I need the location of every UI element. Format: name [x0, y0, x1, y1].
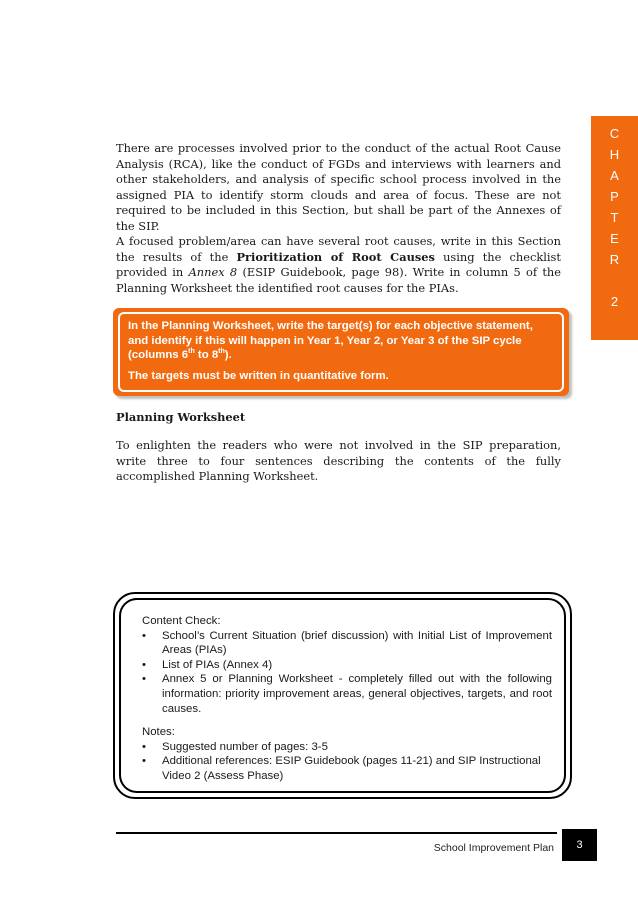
targets-callout-inner — [118, 312, 564, 392]
bullet-icon: • — [142, 740, 146, 753]
root-causes-paragraph — [116, 234, 561, 296]
prioritization-term: Prioritization of Root Causes — [236, 249, 435, 264]
list-item-text: Additional references: ESIP Guidebook (pages 11-21) and SIP Instructional Video 2 (Assess Phase) — [162, 755, 541, 782]
list-item-text: List of PIAs (Annex 4) — [162, 658, 273, 671]
intro-paragraph: There are processes involved prior to the conduct of the actual Root Cause Analysis (RCA), like the conduct of FGDs and interviews with learners and other stakeholders, and analysis of specific school process involved in the assigned PIA to identify storm clouds and area of focus. These are not required to be included in this Section, but shall be part of the Annexes of the SIP. — [116, 141, 561, 233]
page-number: 3 — [562, 829, 597, 861]
list-item-text: Annex 5 or Planning Worksheet - completely filled out with the following information: priority improvement areas, general objectives, targets, and root causes. — [162, 673, 552, 715]
superscript: th — [218, 348, 225, 356]
planning-worksheet-paragraph: To enlighten the readers who were not involved in the SIP preparation, write three to four sentences describing the contents of the fully accomplished Planning Worksheet. — [116, 438, 561, 484]
footer-title: School Improvement Plan — [433, 842, 554, 854]
list-item — [142, 629, 552, 658]
chapter-letter: P — [610, 189, 619, 204]
annex-reference: Annex 8 — [188, 265, 238, 280]
chapter-number: 2 — [610, 294, 619, 309]
root-causes-text: A focused problem/area can have several root causes, write in this Section the results of the — [116, 234, 561, 264]
bullet-icon: • — [142, 755, 146, 768]
list-item-text: Suggested number of pages: 3-5 — [162, 740, 328, 753]
superscript: th — [188, 348, 195, 356]
planning-worksheet-heading: Planning Worksheet — [116, 410, 246, 424]
chapter-tab — [591, 116, 638, 340]
chapter-letter: H — [609, 147, 620, 162]
notes-list — [142, 740, 552, 784]
root-causes-text: (ESIP Guidebook, page 98). Write in column 5 of the Planning Worksheet the identified root causes for the PIAs. — [116, 265, 562, 295]
list-item — [142, 658, 552, 673]
list-item-text: School’s Current Situation (brief discussion) with Initial List of Improvement Areas (PIAs) — [162, 629, 552, 657]
content-check-title: Content Check: — [142, 615, 221, 627]
list-item — [142, 754, 552, 783]
root-causes-text: using the checklist provided in — [116, 249, 561, 280]
chapter-letter: C — [609, 126, 620, 141]
content-check-box — [113, 592, 572, 799]
callout-text: In the Planning Worksheet, write the target(s) for each objective statement, and identify if this will happen in Year 1, Year 2, or Year 3 of the SIP cycle (columns 6 — [128, 320, 533, 361]
footer-divider — [116, 832, 557, 834]
bullet-icon: • — [142, 629, 146, 642]
chapter-letter: E — [610, 231, 619, 246]
content-check-inner — [119, 598, 566, 793]
callout-instruction — [128, 319, 554, 363]
callout-text: to 8 — [194, 349, 219, 361]
content-check-list — [142, 629, 552, 717]
callout-quantitative-note: The targets must be written in quantitative form. — [128, 369, 389, 382]
bullet-icon: • — [142, 673, 146, 686]
list-item — [142, 740, 552, 755]
notes-title: Notes: — [142, 726, 175, 739]
chapter-letter: A — [610, 168, 619, 183]
list-item — [142, 672, 552, 716]
chapter-letter: R — [609, 252, 620, 267]
callout-text: ). — [224, 349, 232, 361]
chapter-letter: T — [610, 210, 619, 225]
targets-callout — [113, 308, 569, 396]
bullet-icon: • — [142, 658, 146, 671]
